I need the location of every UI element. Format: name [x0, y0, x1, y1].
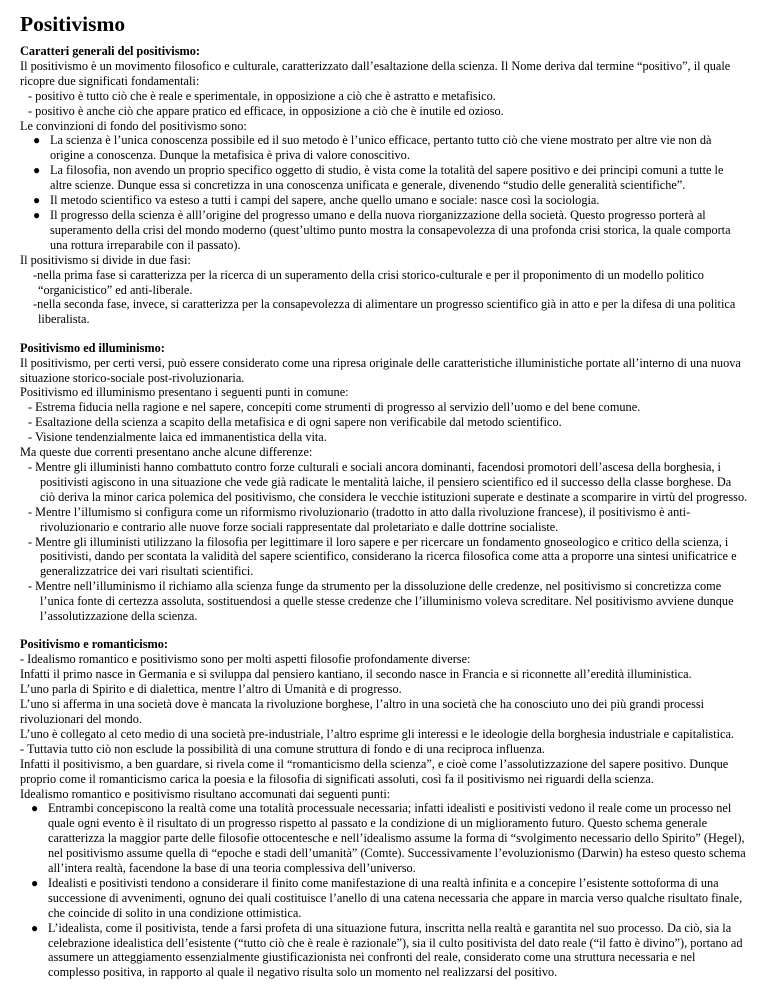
- section-caratteri-generali: [20, 44, 748, 327]
- paragraph: L’uno si afferma in una società dove è mancata la rivoluzione borghese, l’altro in una società che ha conosciuto uno dei più grandi processi rivoluzionari del mondo.: [20, 697, 705, 726]
- paragraph: Il positivismo, per certi versi, può essere considerato come una ripresa originale delle caratteristiche illuministiche portate all’interno di una nuova situazione storico-sociale post-rivoluzionaria.: [20, 355, 741, 385]
- dash-item: - positivo è tutto ciò che è reale e sperimentale, in opposizione a ciò che è astratto e metafisico.: [28, 88, 496, 103]
- bullet-icon: ●: [31, 920, 39, 935]
- bullet-text: Entrambi concepiscono la realtà come una totalità processuale necessaria; infatti idealisti e positivisti vedono il reale come un processo nel quale ogni evento è il risultato di un progresso rispetto al passato e la condizione di un miglioramento futuro. Questo schema generale caratterizza la maggior parte delle filosofie ottocentesche e nell’idealismo assume la forma di “svolgimento necessario dello Spirito” (Hegel), nel positivismo assume quella di “epoche e stadi dell’umanità” (Comte). Successivamente l’evoluzionismo (Darwin) ha esteso questo schema all’intera realtà, facendone la base di una teoria complessiva dell’universo.: [48, 801, 746, 876]
- paragraph: Le convinzioni di fondo del positivismo sono:: [20, 118, 247, 133]
- bullet-text: La scienza è l’unica conoscenza possibile ed il suo metodo è l’unico efficace, pertanto tutto ciò che viene mostrato per altre vie non dà origine a conoscenza. Dunque la metafisica è priva di valore conoscitivo.: [50, 133, 712, 163]
- bullet-item: [20, 208, 748, 253]
- paragraph: Infatti il positivismo, a ben guardare, si rivela come il “romanticismo della scienza”, e cioè come l’assolutizzazione del sapere positivo. Dunque proprio come il romanticismo carica la poesia e la filosofia di significati assoluti, così fa il positivismo nei riguardi della scienza.: [20, 756, 729, 786]
- bullet-icon: ●: [33, 163, 41, 178]
- paragraph: Ma queste due correnti presentano anche alcune differenze:: [20, 445, 313, 460]
- dash-item: - Mentre l’illumismo si configura come un riformismo rivoluzionario (tradotto in atto dalla rivoluzione francese), il positivismo è anti-rivoluzionario e contrario alle nuove forze sociali rappresentate dal proletariato e dalle dottrine socialiste.: [28, 504, 691, 534]
- bullet-icon: ●: [33, 193, 41, 208]
- dash-item: - positivo è anche ciò che appare pratico ed efficace, in opposizione a ciò che è inutile ed ozioso.: [28, 103, 504, 118]
- paragraph: - Tuttavia tutto ciò non esclude la possibilità di una comune struttura di fondo e di una reciproca influenza.: [20, 741, 545, 756]
- dash-item: - Mentre nell’illuminismo il richiamo alla scienza funge da strumento per la dissoluzione delle credenze, nel positivismo si concretizza come l’unica fonte di certezza assoluta, sostituendosi a quelle stesse credenze che l’illuminismo voleva screditare. Nel positivismo avviene dunque l’assolutizzazione della scienza.: [28, 579, 734, 624]
- dash-item: - Mentre gli illuministi utilizzano la filosofia per legittimare il loro sapere e per ricercare un fondamento gnoseologico e critico della scienza, i positivisti, dando per scontata la validità del sapere scientifico, considerano la ricerca filosofica come atta a proporre una sintesi unificatrice e generalizzatrice dei vari risultati scientifici.: [28, 534, 737, 579]
- bullet-text: Il metodo scientifico va esteso a tutti i campi del sapere, anche quello umano e sociale: nasce così la sociologia.: [50, 193, 600, 208]
- dash-item: - Visione tendenzialmente laica ed immanentistica della vita.: [28, 430, 327, 445]
- bullet-text: L’idealista, come il positivista, tende a farsi profeta di una situazione futura, inscritta nella realtà e garantita nel suo processo. Da ciò, sia la celebrazione idealistica dell’esistente (“tutto ciò che è reale è razionale”), sia il culto positivista del dato reale (“il fatto è divino”), portano ad assumere un atteggiamento essenzialmente giustificazionista nei confronti del reale, considerato come una struttura necessaria e nel complesso positiva, in rapporto al quale il negativo risulta solo un momento nel realizzarsi del positivo.: [48, 920, 743, 980]
- bullet-item: [20, 193, 748, 208]
- section-heading: Positivismo e romanticismo:: [20, 637, 168, 652]
- paragraph: L’uno parla di Spirito e di dialettica, mentre l’altro di Umanità e di progresso.: [20, 682, 402, 697]
- bullet-list: [20, 133, 748, 252]
- bullet-icon: ●: [33, 207, 41, 222]
- bullet-list: [20, 801, 748, 980]
- page-title: Positivismo: [20, 12, 126, 36]
- dash-item: -nella seconda fase, invece, si caratterizza per la consapevolezza di alimentare un progresso scientifico già in atto e per la difesa di una politica liberalista.: [33, 297, 736, 327]
- paragraph: Il positivismo si divide in due fasi:: [20, 252, 191, 267]
- bullet-icon: ●: [31, 875, 39, 890]
- bullet-icon: ●: [33, 133, 41, 148]
- bullet-icon: ●: [31, 801, 39, 816]
- bullet-text: La filosofia, non avendo un proprio specifico oggetto di studio, è vista come la totalità del sapere positivo e dei principi comuni a tutte le altre scienze. Dunque essa si concretizza in una conoscenza unificata e generale, divenendo “studio delle generalità scientifiche”.: [50, 163, 724, 193]
- bullet-item: [20, 163, 748, 193]
- bullet-item: [20, 876, 748, 921]
- paragraph: - Idealismo romantico e positivismo sono per molti aspetti filosofie profondamente diverse:: [20, 652, 471, 667]
- dash-item: - Estrema fiducia nella ragione e nel sapere, concepiti come strumenti di progresso al servizio dell’uomo e del bene comune.: [28, 400, 641, 415]
- dash-item: - Mentre gli illuministi hanno combattuto contro forze culturali e sociali ancora dominanti, facendosi promotori dell’ascesa della borghesia, i positivisti agiscono in una situazione che vede già radicate le mentalità laiche, il pensiero scientifico ed il successo della classe borghese. Da ciò deriva la minor carica polemica del positivismo, che considera le vecchie istituzioni superate e destinate a scomparire in virtù del progresso.: [28, 459, 748, 504]
- bullet-text: Idealisti e positivisti tendono a considerare il finito come manifestazione di una realtà infinita e a concepire l’esistente sottoforma di una successione di avvenimenti, ognuno dei quali costituisce l’anello di una catena necessaria che appare in marcia verso qualche risultato finale, che coincide di solito in una condizione ottimistica.: [48, 875, 743, 920]
- bullet-item: [20, 921, 748, 981]
- section-heading: Caratteri generali del positivismo:: [20, 44, 200, 58]
- paragraph: Idealismo romantico e positivismo risultano accomunati dai seguenti punti:: [20, 786, 391, 801]
- bullet-item: [20, 133, 748, 163]
- bullet-item: [20, 801, 748, 876]
- paragraph: L’uno è collegato al ceto medio di una società pre-industriale, l’altro esprime gli interessi e le ideologie della borghesia industriale e capitalistica.: [20, 726, 735, 741]
- paragraph: Il positivismo è un movimento filosofico e culturale, caratterizzato dall’esaltazione della scienza. Il Nome deriva dal termine “positivo”, il quale ricopre due significati fondamentali:: [20, 58, 731, 88]
- bullet-text: Il progresso della scienza è alll’origine del progresso umano e della nuova riorganizzazione della società. Questo progresso porterà al superamento della crisi del mondo moderno (quest’ultimo punto mostra la consapevolezza di una profonda crisi storica, la quale comporta una rottura irreparabile con il passato).: [50, 207, 731, 252]
- paragraph: Positivismo ed illuminismo presentano i seguenti punti in comune:: [20, 385, 349, 400]
- section-positivismo-romanticismo: [20, 637, 748, 980]
- section-heading: Positivismo ed illuminismo:: [20, 340, 165, 355]
- dash-item: - Esaltazione della scienza a scapito della metafisica e di ogni sapere non verificabile dal metodo scientifico.: [28, 415, 562, 430]
- section-positivismo-illuminismo: [20, 341, 748, 624]
- paragraph: Infatti il primo nasce in Germania e si sviluppa dal pensiero kantiano, il secondo nasce in Francia e si riconnette all’eredità illuministica.: [20, 667, 692, 682]
- dash-item: -nella prima fase si caratterizza per la ricerca di un superamento della crisi storico-culturale e per il proponimento di un modello politico “organicistico” ed anti-liberale.: [33, 267, 704, 297]
